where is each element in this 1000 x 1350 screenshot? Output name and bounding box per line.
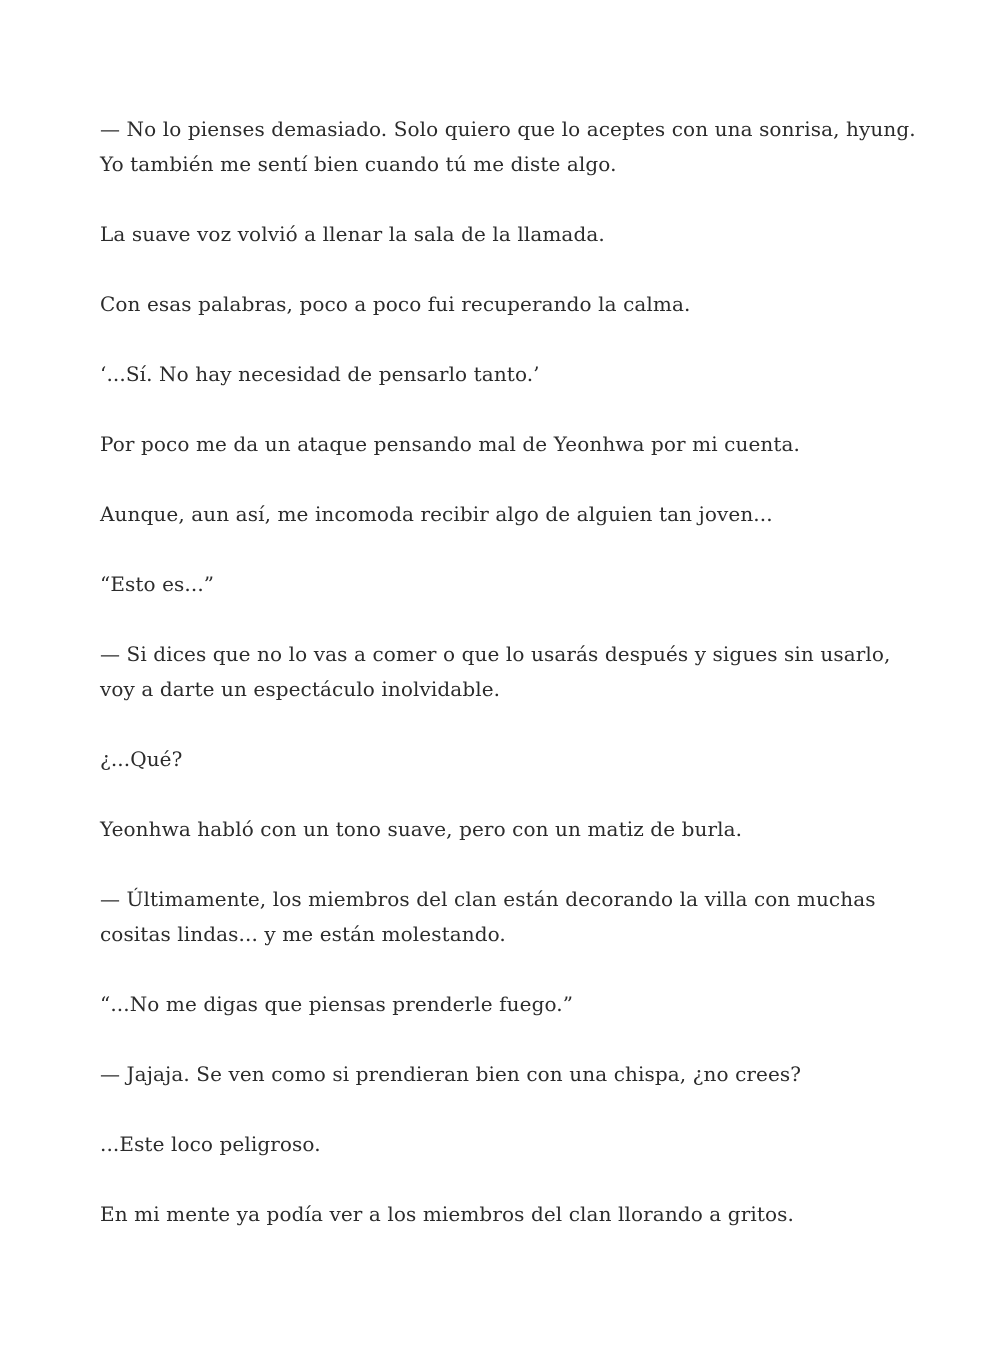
paragraph: Con esas palabras, poco a poco fui recuperando la calma.: [100, 292, 691, 316]
paragraph: ¿...Qué?: [100, 747, 183, 771]
paragraph: — Si dices que no lo vas a comer o que lo usarás después y sigues sin usarlo, voy a darte un espectáculo inolvidable.: [100, 642, 891, 701]
paragraph: ...Este loco peligroso.: [100, 1132, 321, 1156]
paragraph: “...No me digas que piensas prenderle fuego.”: [100, 992, 574, 1016]
paragraph: — No lo pienses demasiado. Solo quiero que lo aceptes con una sonrisa, hyung. Yo también me sentí bien cuando tú me diste algo.: [100, 117, 916, 176]
paragraph: En mi mente ya podía ver a los miembros del clan llorando a gritos.: [100, 1202, 794, 1226]
paragraph: Yeonhwa habló con un tono suave, pero con un matiz de burla.: [100, 817, 743, 841]
paragraph: Por poco me da un ataque pensando mal de Yeonhwa por mi cuenta.: [100, 432, 801, 456]
reading-page: [100, 112, 920, 1267]
paragraph: La suave voz volvió a llenar la sala de la llamada.: [100, 222, 605, 246]
paragraph: ‘...Sí. No hay necesidad de pensarlo tanto.’: [100, 362, 540, 386]
paragraph: — Jajaja. Se ven como si prendieran bien con una chispa, ¿no crees?: [100, 1062, 802, 1086]
paragraph: Aunque, aun así, me incomoda recibir algo de alguien tan joven...: [100, 502, 773, 526]
paragraph: — Últimamente, los miembros del clan están decorando la villa con muchas cositas lindas... y me están molestando.: [100, 887, 876, 946]
paragraph: “Esto es...”: [100, 572, 215, 596]
